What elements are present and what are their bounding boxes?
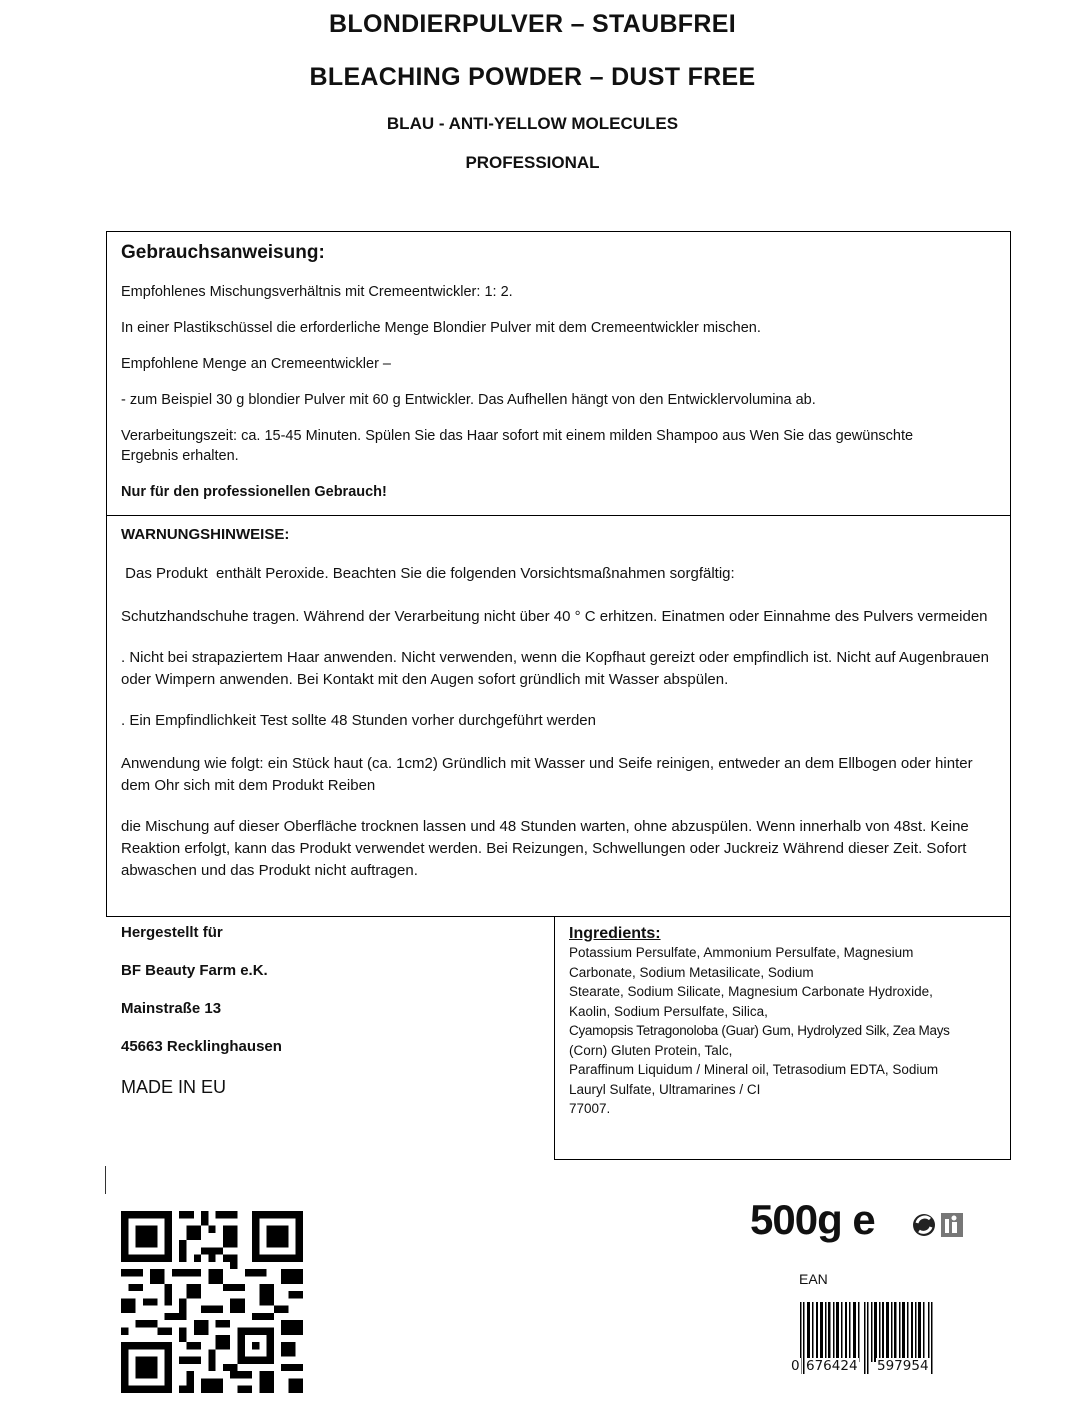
manufacturer-block — [121, 922, 521, 1114]
qr-code-icon — [121, 1211, 303, 1393]
ingredient-line: Stearate, Sodium Silicate, Magnesium Carbonate Hydroxide, — [569, 984, 933, 999]
ingredient-line: Carbonate, Sodium Metasilicate, Sodium — [569, 964, 814, 980]
ingredient-line: Lauryl Sulfate, Ultramarines / CI — [569, 1081, 761, 1097]
manufacturer-city: 45663 Recklinghausen — [121, 1038, 282, 1055]
professional-use-note: Nur für den professionellen Gebrauch! — [121, 484, 387, 500]
origin-label: MADE IN EU — [121, 1077, 227, 1097]
ean-digits-left: 676424 — [806, 1358, 858, 1374]
ean-label: EAN — [799, 1271, 828, 1287]
usage-paragraph: In einer Plastikschüssel die erforderliche Menge Blondier Pulver mit dem Cremeentwickler mischen. — [121, 320, 761, 336]
ingredients-box — [554, 916, 1011, 1160]
warning-paragraph: . Ein Empfindlichkeit Test sollte 48 Stunden vorher durchgeführt werden — [121, 712, 596, 729]
warning-paragraph: die Mischung auf dieser Oberfläche trocknen lassen und 48 Stunden warten, ohne abzuspülen. Wenn innerhalb von 48st. Keine Reaktion erfolgt, kann das Produkt verwendet werden. Bei Reizungen, Schwellungen oder Juckreiz Während dieser Zeit. Sofort abwaschen und das Produkt nicht auftragen. — [121, 818, 969, 879]
warning-paragraph: Das Produkt enthält Peroxide. Beachten Sie die folgenden Vorsichtsmaßnahmen sorgfältig: — [121, 565, 735, 582]
text-cursor — [105, 1166, 106, 1194]
ingredient-line: Paraffinum Liquidum / Mineral oil, Tetrasodium EDTA, Sodium — [569, 1062, 939, 1077]
ean-digit-prefix: 0 — [791, 1358, 800, 1374]
ingredient-line: Potassium Persulfate, Ammonium Persulfate, Magnesium — [569, 945, 914, 960]
ingredients-heading: Ingredients: — [569, 925, 661, 942]
manufacturer-label: Hergestellt für — [121, 924, 223, 941]
usage-paragraph: Empfohlene Menge an Cremeentwickler – — [121, 356, 391, 372]
usage-paragraph: - zum Beispiel 30 g blondier Pulver mit 60 g Entwickler. Das Aufhellen hängt von den Entwicklervolumina ab. — [121, 392, 816, 408]
usage-paragraph: Empfohlenes Mischungsverhältnis mit Cremeentwickler: 1: 2. — [121, 284, 513, 300]
tagline: PROFESSIONAL — [465, 153, 600, 172]
usage-instructions-box — [106, 231, 1011, 516]
usage-paragraph: Verarbeitungszeit: ca. 15-45 Minuten. Spülen Sie das Haar sofort mit einem milden Shampoo aus Wen Sie das gewünschte Ergebnis erhalten. — [121, 428, 914, 464]
net-weight: 500g e — [750, 1196, 875, 1243]
title-german: BLONDIERPULVER – STAUBFREI — [329, 10, 736, 38]
ingredient-line: Cyamopsis Tetragonoloba (Guar) Gum, Hydrolyzed Silk, Zea Mays — [569, 1023, 950, 1038]
recycling-disposal-icon — [911, 1209, 965, 1241]
ingredient-line: 77007. — [569, 1101, 611, 1116]
title-english: BLEACHING POWDER – DUST FREE — [309, 63, 756, 91]
warnings-box — [106, 515, 1011, 917]
manufacturer-company: BF Beauty Farm e.K. — [121, 962, 268, 979]
warning-paragraph: Schutzhandschuhe tragen. Während der Verarbeitung nicht über 40 ° C erhitzen. Einatmen oder Einnahme des Pulvers vermeiden — [121, 608, 988, 625]
warning-paragraph: . Nicht bei strapaziertem Haar anwenden. Nicht verwenden, wenn die Kopfhaut gereizt oder empfindlich ist. Nicht auf Augenbrauen oder Wimpern anwenden. Bei Kontakt mit den Augen sofort gründlich mit Wasser abspülen. — [121, 649, 989, 688]
ingredient-line: (Corn) Gluten Protein, Talc, — [569, 1042, 733, 1058]
usage-heading: Gebrauchsanweisung: — [121, 242, 325, 263]
ean-digits-right: 597954 — [877, 1358, 929, 1374]
subtitle: BLAU - ANTI-YELLOW MOLECULES — [386, 114, 679, 133]
warning-paragraph: Anwendung wie folgt: ein Stück haut (ca. 1cm2) Gründlich mit Wasser und Seife reinigen, entweder an dem Ellbogen oder hinter dem Ohr sich mit dem Produkt Reiben — [121, 755, 973, 794]
warnings-heading: WARNUNGSHINWEISE: — [121, 526, 290, 543]
manufacturer-street: Mainstraße 13 — [121, 1000, 222, 1017]
ingredient-line: Kaolin, Sodium Persulfate, Silica, — [569, 1003, 768, 1019]
